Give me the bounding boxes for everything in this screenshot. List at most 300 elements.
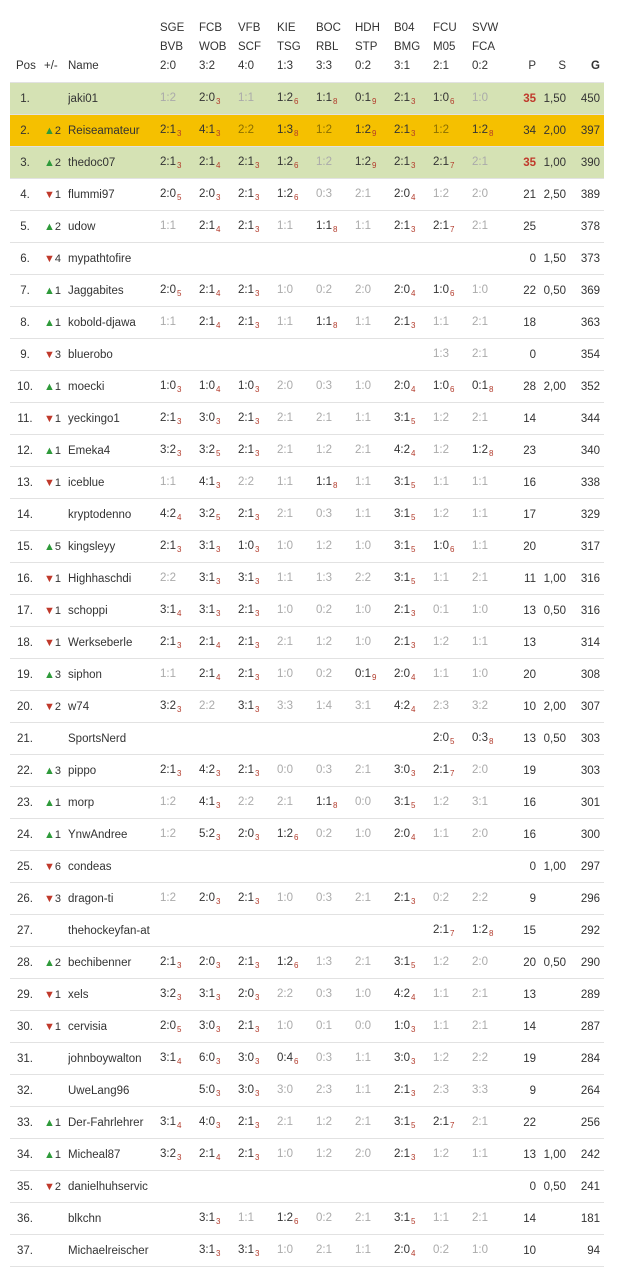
- player-name[interactable]: moecki: [68, 371, 160, 403]
- player-name[interactable]: mypathtofire: [68, 243, 160, 275]
- table-row[interactable]: [10, 1011, 604, 1043]
- tip-score: 1:2: [277, 91, 293, 104]
- player-name[interactable]: jaki01: [68, 83, 160, 115]
- tip-cell: [316, 819, 355, 851]
- rank-change-cell: [44, 851, 68, 883]
- tip-cell: [277, 1107, 316, 1139]
- tip-score: 2:0: [472, 955, 488, 968]
- tip-cell: [238, 691, 277, 723]
- arrow-down-icon: ▼: [44, 988, 55, 1001]
- total-cell: 301: [570, 787, 604, 819]
- tip-cell: [433, 851, 472, 883]
- tip-score: 3:1: [394, 507, 410, 520]
- tip-cell: [355, 435, 394, 467]
- player-name[interactable]: Micheal87: [68, 1139, 160, 1171]
- tip-score: 1:0: [433, 283, 449, 296]
- tip-score: 0:0: [355, 795, 371, 808]
- header-match[interactable]: KIE TSG 1:3: [277, 22, 301, 72]
- tip-cell: [472, 627, 511, 659]
- player-name[interactable]: bluerobo: [68, 339, 160, 371]
- tip-score: 2:0: [394, 187, 410, 200]
- tip-cell: [160, 883, 199, 915]
- tip-points: 8: [333, 480, 338, 490]
- player-name[interactable]: johnboywalton: [68, 1043, 160, 1075]
- tip-score: 2:0: [472, 763, 488, 776]
- tip-cell: [199, 851, 238, 883]
- tip-cell: [238, 83, 277, 115]
- tip-cell: [199, 947, 238, 979]
- s-cell: [540, 435, 570, 467]
- tip-score: 2:1: [277, 443, 293, 456]
- table-row[interactable]: [10, 1075, 604, 1107]
- tip-cell: [433, 1043, 472, 1075]
- rank-cell: 5.: [10, 211, 44, 243]
- tip-score: 1:2: [316, 635, 332, 648]
- tip-cell: [277, 179, 316, 211]
- rank-change-cell: [44, 1139, 68, 1171]
- tip-points: 4: [216, 640, 221, 650]
- tip-points: 4: [177, 1056, 182, 1066]
- tip-score: 1:0: [355, 539, 371, 552]
- tip-score: 1:3: [316, 955, 332, 968]
- tip-score: 0:2: [433, 891, 449, 904]
- tip-points: 6: [450, 288, 455, 298]
- tip-cell: [472, 403, 511, 435]
- tip-points: 3: [177, 768, 182, 778]
- player-name[interactable]: thedoc07: [68, 147, 160, 179]
- tip-cell: [316, 947, 355, 979]
- table-row[interactable]: [10, 1043, 604, 1075]
- table-row[interactable]: [10, 883, 604, 915]
- tip-cell: [277, 851, 316, 883]
- header-match[interactable]: HDH STP 0:2: [355, 22, 380, 72]
- rank-change-cell: [44, 691, 68, 723]
- tip-score: 2:1: [199, 219, 215, 232]
- points-cell: 13: [511, 595, 540, 627]
- s-cell: 2,00: [540, 115, 570, 147]
- tip-score: 2:1: [355, 955, 371, 968]
- points-cell: 9: [511, 883, 540, 915]
- table-row[interactable]: [10, 787, 604, 819]
- tip-points: 3: [255, 896, 260, 906]
- tip-cell: [472, 243, 511, 275]
- arrow-up-icon: ▲: [44, 220, 55, 233]
- tip-cell: [433, 1075, 472, 1107]
- tip-points: 3: [216, 960, 221, 970]
- player-name[interactable]: YnwAndree: [68, 819, 160, 851]
- arrow-down-icon: ▼: [44, 412, 55, 425]
- tip-cell: [160, 1139, 199, 1171]
- header-match[interactable]: FCB WOB 3:2: [199, 22, 227, 72]
- tip-cell: [355, 563, 394, 595]
- player-name[interactable]: siphon: [68, 659, 160, 691]
- tip-cell: [472, 211, 511, 243]
- player-name[interactable]: kobold-djawa: [68, 307, 160, 339]
- table-row[interactable]: [10, 563, 604, 595]
- tip-score: 2:0: [199, 955, 215, 968]
- tip-score: 2:1: [433, 1115, 449, 1128]
- rank-change-value: 2: [54, 1180, 62, 1193]
- tip-cell: [433, 1235, 472, 1267]
- total-cell: 316: [570, 595, 604, 627]
- s-cell: 1,50: [540, 243, 570, 275]
- header-pos[interactable]: Pos: [16, 60, 36, 72]
- tip-points: 6: [450, 544, 455, 554]
- tip-cell: [238, 1043, 277, 1075]
- tip-cell: [160, 1171, 199, 1203]
- tip-cell: [394, 819, 433, 851]
- player-name[interactable]: iceblue: [68, 467, 160, 499]
- tip-cell: [277, 147, 316, 179]
- tip-score: 3:1: [199, 1243, 215, 1256]
- player-name[interactable]: danielhuhservic: [68, 1171, 160, 1203]
- tip-cell: [394, 435, 433, 467]
- tip-cell: [160, 211, 199, 243]
- tip-cell: [160, 499, 199, 531]
- tip-score: 1:0: [433, 91, 449, 104]
- s-cell: 0,50: [540, 595, 570, 627]
- tip-cell: [472, 499, 511, 531]
- player-name[interactable]: dragon-ti: [68, 883, 160, 915]
- tip-score: 3:1: [199, 987, 215, 1000]
- rank-change-value: 2: [54, 956, 62, 969]
- tip-cell: [472, 979, 511, 1011]
- table-row[interactable]: [10, 1107, 604, 1139]
- tip-points: 3: [216, 128, 221, 138]
- s-cell: [540, 819, 570, 851]
- tip-score: 2:1: [355, 187, 371, 200]
- rank-change-cell: [44, 147, 68, 179]
- player-name[interactable]: Der-Fahrlehrer: [68, 1107, 160, 1139]
- tip-cell: [199, 563, 238, 595]
- points-cell: 35: [511, 83, 540, 115]
- tip-cell: [355, 115, 394, 147]
- player-name[interactable]: condeas: [68, 851, 160, 883]
- total-cell: 303: [570, 755, 604, 787]
- table-row[interactable]: [10, 1139, 604, 1171]
- tip-points: 4: [411, 384, 416, 394]
- points-cell: 16: [511, 467, 540, 499]
- rank-cell: 28.: [10, 947, 44, 979]
- table-row[interactable]: [10, 467, 604, 499]
- tip-score: 1:1: [277, 315, 293, 328]
- player-name[interactable]: pippo: [68, 755, 160, 787]
- header-match[interactable]: FCU M05 2:1: [433, 22, 457, 72]
- table-row[interactable]: [10, 403, 604, 435]
- tip-cell: [160, 83, 199, 115]
- points-cell: 13: [511, 723, 540, 755]
- tip-score: 0:3: [316, 507, 332, 520]
- tip-score: 2:0: [199, 91, 215, 104]
- tip-points: 4: [411, 992, 416, 1002]
- player-name[interactable]: Emeka4: [68, 435, 160, 467]
- arrow-down-icon: ▼: [44, 636, 55, 649]
- tip-cell: [433, 211, 472, 243]
- player-name[interactable]: bechibenner: [68, 947, 160, 979]
- tip-points: 3: [255, 384, 260, 394]
- rank-change-cell: [44, 339, 68, 371]
- arrow-down-icon: ▼: [44, 892, 55, 905]
- tip-cell: [160, 403, 199, 435]
- table-row[interactable]: [10, 819, 604, 851]
- total-cell: 289: [570, 979, 604, 1011]
- tip-points: 7: [450, 1120, 455, 1130]
- tip-points: 3: [411, 608, 416, 618]
- total-cell: 369: [570, 275, 604, 307]
- tip-cell: [199, 659, 238, 691]
- header-match[interactable]: SVW FCA 0:2: [472, 22, 499, 72]
- total-cell: 290: [570, 947, 604, 979]
- tip-score: 2:0: [472, 827, 488, 840]
- points-cell: 9: [511, 1075, 540, 1107]
- tip-cell: [160, 531, 199, 563]
- player-name[interactable]: Werkseberle: [68, 627, 160, 659]
- rank-change-value: 1: [54, 1148, 62, 1161]
- tip-score: 1:2: [472, 123, 488, 136]
- tip-cell: [238, 595, 277, 627]
- tip-cell: [394, 595, 433, 627]
- table-row[interactable]: [10, 979, 604, 1011]
- table-row[interactable]: [10, 115, 604, 147]
- table-row[interactable]: [10, 1203, 604, 1235]
- points-cell: 22: [511, 275, 540, 307]
- tip-score: 2:1: [238, 155, 254, 168]
- table-row[interactable]: [10, 1235, 604, 1267]
- header-match[interactable]: VFB SCF 4:0: [238, 22, 261, 72]
- tip-points: 3: [216, 192, 221, 202]
- table-row[interactable]: [10, 691, 604, 723]
- tip-cell: [355, 211, 394, 243]
- table-row[interactable]: [10, 275, 604, 307]
- tip-score: 4:2: [394, 987, 410, 1000]
- points-cell: 28: [511, 371, 540, 403]
- table-row[interactable]: [10, 211, 604, 243]
- tip-points: 5: [411, 512, 416, 522]
- arrow-up-icon: ▲: [44, 380, 55, 393]
- tip-score: 1:0: [355, 603, 371, 616]
- table-row[interactable]: [10, 595, 604, 627]
- header-match[interactable]: SGE BVB 2:0: [160, 22, 185, 72]
- player-name[interactable]: flummi97: [68, 179, 160, 211]
- arrow-down-icon: ▼: [44, 572, 55, 585]
- tip-cell: [355, 1203, 394, 1235]
- s-cell: 0,50: [540, 275, 570, 307]
- tip-cell: [160, 755, 199, 787]
- rank-cell: 34.: [10, 1139, 44, 1171]
- points-cell: 11: [511, 563, 540, 595]
- tip-cell: [394, 115, 433, 147]
- rank-change-cell: [44, 307, 68, 339]
- tip-cell: [316, 915, 355, 947]
- tip-score: 2:1: [160, 539, 176, 552]
- rank-change-cell: [44, 1075, 68, 1107]
- tip-score: 2:2: [160, 571, 176, 584]
- player-name[interactable]: morp: [68, 787, 160, 819]
- tip-cell: [472, 915, 511, 947]
- s-cell: [540, 531, 570, 563]
- s-cell: 0,50: [540, 1171, 570, 1203]
- tip-cell: [472, 851, 511, 883]
- tip-points: 7: [450, 224, 455, 234]
- rank-cell: 9.: [10, 339, 44, 371]
- table-row[interactable]: [10, 1171, 604, 1203]
- player-name[interactable]: yeckingo1: [68, 403, 160, 435]
- table-row[interactable]: [10, 147, 604, 179]
- tip-cell: [394, 787, 433, 819]
- tip-score: 1:2: [433, 1147, 449, 1160]
- total-cell: 338: [570, 467, 604, 499]
- player-name[interactable]: cervisia: [68, 1011, 160, 1043]
- tip-score: 1:1: [160, 219, 176, 232]
- tip-cell: [355, 147, 394, 179]
- tip-cell: [238, 467, 277, 499]
- tip-score: 2:1: [433, 219, 449, 232]
- arrow-down-icon: ▼: [44, 252, 55, 265]
- player-name[interactable]: blkchn: [68, 1203, 160, 1235]
- tip-score: 1:2: [433, 1051, 449, 1064]
- tip-score: 3:2: [160, 699, 176, 712]
- points-cell: 20: [511, 947, 540, 979]
- tip-cell: [199, 1203, 238, 1235]
- tip-cell: [160, 147, 199, 179]
- tip-score: 1:1: [472, 1147, 488, 1160]
- rank-change-value: 2: [54, 156, 62, 169]
- table-row[interactable]: [10, 947, 604, 979]
- header-match[interactable]: B04 BMG 3:1: [394, 22, 421, 72]
- table-row[interactable]: [10, 83, 604, 115]
- header-change[interactable]: +/-: [44, 60, 58, 72]
- player-name[interactable]: xels: [68, 979, 160, 1011]
- tip-score: 2:1: [199, 667, 215, 680]
- s-cell: 2,50: [540, 179, 570, 211]
- player-name[interactable]: Reiseamateur: [68, 115, 160, 147]
- table-row[interactable]: [10, 531, 604, 563]
- rank-cell: 10.: [10, 371, 44, 403]
- tip-cell: [355, 1171, 394, 1203]
- player-name[interactable]: UweLang96: [68, 1075, 160, 1107]
- tip-score: 1:4: [316, 699, 332, 712]
- table-row[interactable]: [10, 179, 604, 211]
- player-name[interactable]: Michaelreischer: [68, 1235, 160, 1267]
- header-s[interactable]: S: [558, 60, 566, 72]
- rank-cell: 14.: [10, 499, 44, 531]
- points-cell: 23: [511, 435, 540, 467]
- tip-score: 2:1: [394, 603, 410, 616]
- tip-points: 3: [411, 160, 416, 170]
- tip-score: 2:0: [199, 187, 215, 200]
- s-cell: [540, 1043, 570, 1075]
- tip-score: 0:2: [316, 1211, 332, 1224]
- tip-cell: [160, 947, 199, 979]
- total-cell: 329: [570, 499, 604, 531]
- rank-change-value: 3: [54, 668, 62, 681]
- tip-cell: [394, 531, 433, 563]
- tip-cell: [316, 1171, 355, 1203]
- table-row[interactable]: [10, 755, 604, 787]
- tip-cell: [199, 83, 238, 115]
- tip-cell: [355, 403, 394, 435]
- tip-score: 2:0: [433, 731, 449, 744]
- player-name[interactable]: SportsNerd: [68, 723, 160, 755]
- tip-score: 2:2: [472, 1051, 488, 1064]
- tip-points: 3: [216, 800, 221, 810]
- table-row[interactable]: [10, 851, 604, 883]
- s-cell: [540, 1011, 570, 1043]
- player-name[interactable]: Jaggabites: [68, 275, 160, 307]
- tip-cell: [277, 243, 316, 275]
- tip-cell: [472, 339, 511, 371]
- points-cell: 16: [511, 787, 540, 819]
- table-row[interactable]: [10, 627, 604, 659]
- tip-score: 1:2: [433, 443, 449, 456]
- tip-cell: [433, 819, 472, 851]
- table-row[interactable]: [10, 371, 604, 403]
- tip-cell: [277, 435, 316, 467]
- tip-points: 3: [255, 960, 260, 970]
- player-name[interactable]: udow: [68, 211, 160, 243]
- table-row[interactable]: [10, 659, 604, 691]
- table-row[interactable]: [10, 339, 604, 371]
- tip-score: 2:1: [316, 1243, 332, 1256]
- header-total[interactable]: G: [591, 60, 600, 72]
- tip-score: 1:1: [316, 219, 332, 232]
- player-name[interactable]: kryptodenno: [68, 499, 160, 531]
- tip-cell: [394, 691, 433, 723]
- player-name[interactable]: w74: [68, 691, 160, 723]
- player-name[interactable]: thehockeyfan-at: [68, 915, 160, 947]
- tip-score: 0:0: [277, 763, 293, 776]
- tip-cell: [199, 499, 238, 531]
- rank-change-value: 1: [54, 1116, 62, 1129]
- tip-score: 2:0: [160, 1019, 176, 1032]
- tip-cell: [199, 1107, 238, 1139]
- player-name[interactable]: kingsleyy: [68, 531, 160, 563]
- tip-score: 3:1: [160, 1051, 176, 1064]
- tip-cell: [355, 1011, 394, 1043]
- tip-points: 3: [177, 160, 182, 170]
- tip-points: 4: [216, 320, 221, 330]
- tip-cell: [238, 915, 277, 947]
- tip-cell: [277, 211, 316, 243]
- tip-score: 2:1: [238, 667, 254, 680]
- player-name[interactable]: Highhaschdi: [68, 563, 160, 595]
- tip-cell: [433, 979, 472, 1011]
- table-row[interactable]: [10, 243, 604, 275]
- arrow-up-icon: ▲: [44, 316, 55, 329]
- tip-score: 1:2: [316, 443, 332, 456]
- tip-points: 3: [177, 544, 182, 554]
- table-row[interactable]: [10, 435, 604, 467]
- table-row[interactable]: [10, 499, 604, 531]
- tip-score: 1:2: [433, 123, 449, 136]
- tip-score: 3:1: [355, 699, 371, 712]
- tip-points: 3: [255, 544, 260, 554]
- tip-cell: [394, 339, 433, 371]
- header-name[interactable]: Name: [68, 60, 99, 72]
- tip-score: 2:0: [238, 827, 254, 840]
- header-match[interactable]: BOC RBL 3:3: [316, 22, 341, 72]
- tip-cell: [433, 339, 472, 371]
- table-row[interactable]: [10, 915, 604, 947]
- tip-cell: [355, 1139, 394, 1171]
- tip-points: 3: [411, 640, 416, 650]
- s-cell: 1,00: [540, 851, 570, 883]
- player-name[interactable]: schoppi: [68, 595, 160, 627]
- header-points[interactable]: P: [528, 60, 536, 72]
- table-row[interactable]: [10, 307, 604, 339]
- tip-points: 4: [216, 288, 221, 298]
- table-row[interactable]: [10, 723, 604, 755]
